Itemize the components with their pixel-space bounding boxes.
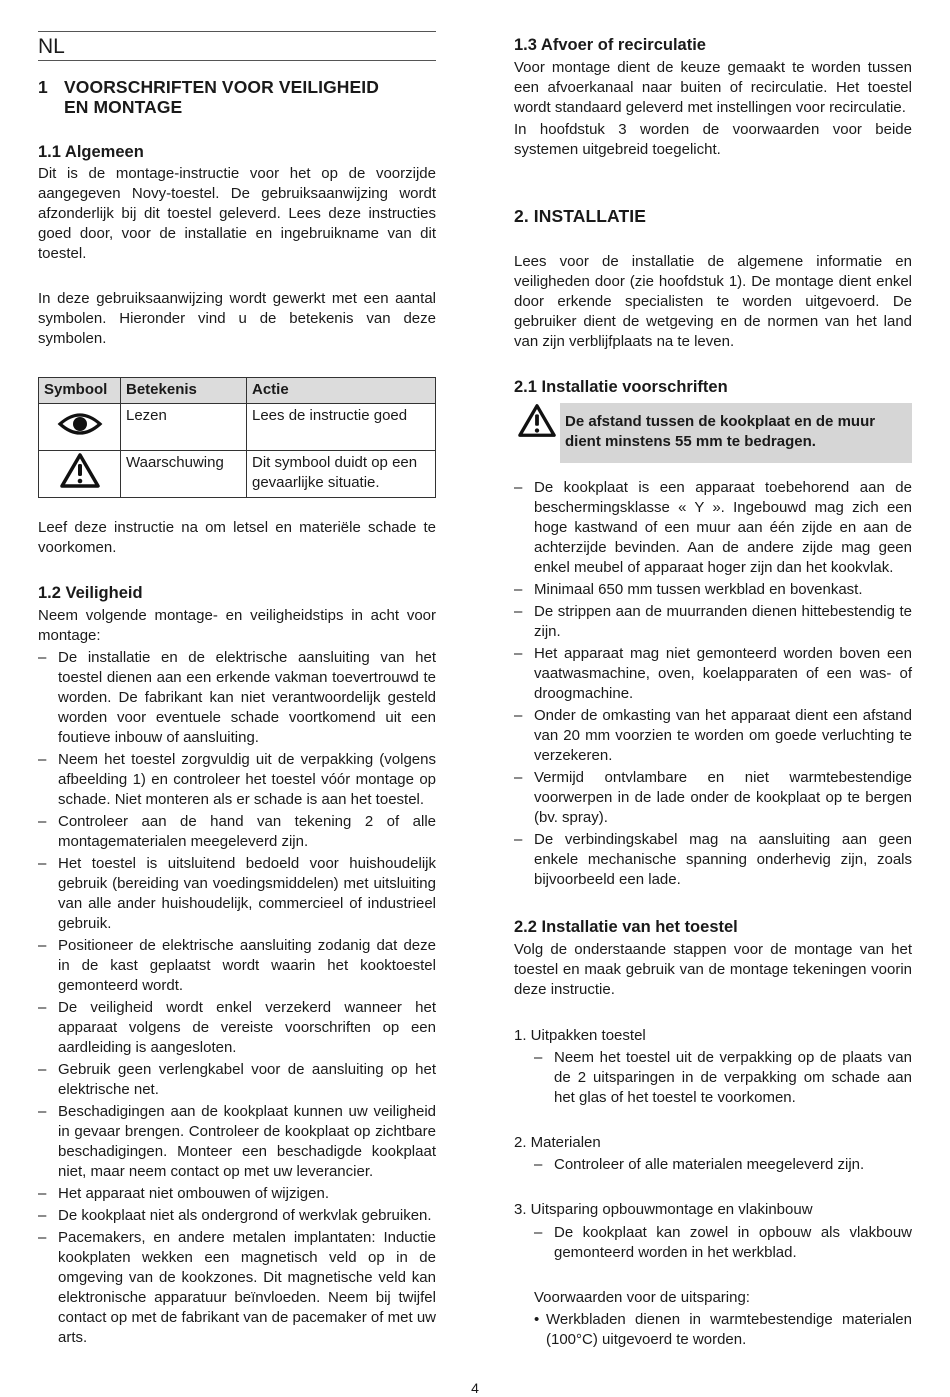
section-1-3-paragraph-1: Voor montage dient de keuze gemaakt te worden tussen een afvoerkanaal naar buiten of recirculatie. Het toestel wordt standaard geleverd met instellingen voor recirculatie. (514, 59, 912, 116)
list-item: – Neem het toestel zorgvuldig uit de verpakking (volgens afbeelding 1) en controleer het toestel vóór montage op schade. Niet monteren als er schade is aan het toestel. (38, 750, 436, 810)
header-rule-bottom (38, 60, 436, 61)
table-header-meaning: Betekenis (121, 378, 247, 404)
language-label: NL (38, 35, 65, 58)
page-number: 4 (471, 1380, 479, 1396)
symbol-table (38, 377, 436, 498)
list-item: – Positioneer de elektrische aansluiting zodanig dat deze in de kast geplaatst wordt waarin het kooktoestel gemonteerd wordt. (38, 936, 436, 996)
section-1-2-heading: 1.2 Veiligheid (38, 584, 143, 602)
symbol-table-header-row (39, 378, 436, 404)
installation-rules-list (514, 478, 912, 892)
list-item: – Onder de omkasting van het apparaat dient een afstand van 20 mm voorzien te worden om goede verluchting te verzekeren. (514, 706, 912, 766)
step-1-title: 1. Uitpakken toestel (514, 1027, 646, 1044)
list-item: – De kookplaat niet als ondergrond of werkvlak gebruiken. (38, 1206, 436, 1226)
cutout-condition-text: Werkbladen dienen in warmtebestendige materialen (100°C) uitgevoerd te worden. (546, 1311, 912, 1348)
table-followup-paragraph: Leef deze instructie na om letsel en materiële schade te voorkomen. (38, 519, 436, 556)
section-1-1-heading: 1.1 Algemeen (38, 143, 144, 161)
table-header-action: Actie (247, 378, 436, 404)
table-header-symbol: Symbool (39, 378, 121, 404)
step-3-title: 3. Uitsparing opbouwmontage en vlakinbouw (514, 1201, 813, 1218)
bullet-dot-icon: • (534, 1311, 540, 1328)
section-2-1-heading: 2.1 Installatie voorschriften (514, 378, 728, 396)
section-1-1-paragraph-2: In deze gebruiksaanwijzing wordt gewerkt met een aantal symbolen. Hieronder vind u de betekenis van deze symbolen. (38, 290, 436, 347)
step-2-list (534, 1155, 912, 1177)
list-item: – Vermijd ontvlambare en niet warmtebestendige voorwerpen in de lade onder de kookplaat op te bergen (bv. spray). (514, 768, 912, 828)
section-1-title-line1: VOORSCHRIFTEN VOOR VEILIGHEID (64, 77, 380, 97)
section-1-2-intro: Neem volgende montage- en veiligheidstips in acht voor montage: (38, 607, 436, 644)
section-2-paragraph: Lees voor de installatie de algemene informatie en veiligheden door (zie hoofdstuk 1). De montage dient enkel door erkende specialisten te worden uitgevoerd. De gebruiker dient de wetgeving en de normen van het land van zijn verblijfplaats na te leven. (514, 253, 912, 350)
list-item: – De kookplaat kan zowel in opbouw als vlakbouw gemonteerd worden in het werkblad. (534, 1223, 912, 1263)
cutout-condition-item (534, 1310, 912, 1350)
step-1-list (534, 1048, 912, 1110)
step-2-title: 2. Materialen (514, 1134, 601, 1151)
section-1-1-paragraph-1: Dit is de montage-instructie voor het op de voorzijde aangegeven Novy-toestel. De gebruiksaanwijzing wordt afzonderlijk bij dit toestel geleverd. Lees deze instructies goed door, voor de installatie en ingebruikname van dit toestel. (38, 165, 436, 262)
list-item: – De verbindingskabel mag na aansluiting aan geen enkele mechanische spanning onderhevig zijn, zoals bijvoorbeeld een lade. (514, 830, 912, 890)
section-2-2-intro: Volg de onderstaande stappen voor de montage van het toestel en maak gebruik van de montage tekeningen voorin deze instructie. (514, 941, 912, 998)
list-item: – De kookplaat is een apparaat toebehorend aan de beschermingsklasse « Y ». Ingebouwd mag zich een hoge kastwand of een muur aan één zijde en aan de achterzijde bevinden. Aan de andere zijde mag geen enkel meubel of apparaat hoger zijn dan het kookvlak. (514, 478, 912, 578)
section-2-2-heading: 2.2 Installatie van het toestel (514, 918, 738, 936)
warning-icon (58, 451, 102, 491)
list-item: – Neem het toestel uit de verpakking op de plaats van de 2 uitsparingen in de verpakking om schade aan het glas of het toestel te voorkomen. (534, 1048, 912, 1108)
section-2-heading: 2. INSTALLATIE (514, 206, 647, 226)
table-cell-action: Lees de instructie goed (247, 404, 436, 451)
table-cell-meaning: Lezen (121, 404, 247, 451)
section-1-heading (38, 77, 436, 117)
table-row (39, 404, 436, 451)
table-cell-symbol (39, 451, 121, 498)
section-1-title-line2: EN MONTAGE (64, 97, 183, 117)
warning-callout-text: De afstand tussen de kookplaat en de muur dient minstens 55 mm te bedragen. (565, 413, 876, 450)
table-cell-action: Dit symbool duidt op een gevaarlijke situatie. (247, 451, 436, 498)
list-item: – Controleer of alle materialen meegeleverd zijn. (534, 1155, 912, 1175)
section-1-number: 1 (38, 77, 48, 97)
list-item: – Het toestel is uitsluitend bedoeld voor huishoudelijk gebruik (bereiding van voedingsmiddelen) met uitsluiting van alle ander huishoudelijk, commercieel of industrieel gebruik. (38, 854, 436, 934)
list-item: – De strippen aan de muurranden dienen hittebestendig te zijn. (514, 602, 912, 642)
table-cell-symbol (39, 404, 121, 451)
section-1-3-paragraph-2: In hoofdstuk 3 worden de voorwaarden voor beide systemen uitgebreid toegelicht. (514, 121, 912, 158)
table-row (39, 451, 436, 498)
header-rule-top (38, 31, 436, 32)
cutout-conditions-title: Voorwaarden voor de uitsparing: (534, 1289, 750, 1306)
section-1-3-heading: 1.3 Afvoer of recirculatie (514, 36, 706, 54)
list-item: – Controleer aan de hand van tekening 2 of alle montagematerialen meegeleverd zijn. (38, 812, 436, 852)
eye-icon (57, 409, 103, 439)
step-3-list (534, 1223, 912, 1265)
warning-icon (516, 402, 558, 440)
list-item: – De veiligheid wordt enkel verzekerd wanneer het apparaat volgens de vereiste voorschriften op een aardleiding is aangesloten. (38, 998, 436, 1058)
list-item: – De installatie en de elektrische aansluiting van het toestel dienen aan een erkende vakman toevertrouwd te worden. De fabrikant kan niet verantwoordelijk gesteld worden voor eventuele schade voortkomend uit een foutieve inbouw of aansluiting. (38, 648, 436, 748)
list-item: – Minimaal 650 mm tussen werkblad en bovenkast. (514, 580, 912, 600)
list-item: – Gebruik geen verlengkabel voor de aansluiting op het elektrische net. (38, 1060, 436, 1100)
list-item: – Beschadigingen aan de kookplaat kunnen uw veiligheid in gevaar brengen. Controleer de kookplaat op zichtbare beschadigingen. Monteer een beschadigde kookplaat niet, maar neem contact op met uw leverancier. (38, 1102, 436, 1182)
list-item: – Het apparaat niet ombouwen of wijzigen. (38, 1184, 436, 1204)
list-item: – Het apparaat mag niet gemonteerd worden boven een vaatwasmachine, oven, koelapparaten of een was- of droogmachine. (514, 644, 912, 704)
table-cell-meaning: Waarschuwing (121, 451, 247, 498)
list-item: – Pacemakers, en andere metalen implantaten: Inductie kookplaten wekken een magnetisch veld op in de omgeving van de kookzones. Dit magnetische veld kan elektronische apparatuur beïnvloeden. Neem bij twijfel contact op met de fabrikant van de pacemaker of met uw arts. (38, 1228, 436, 1348)
safety-list (38, 648, 436, 1350)
